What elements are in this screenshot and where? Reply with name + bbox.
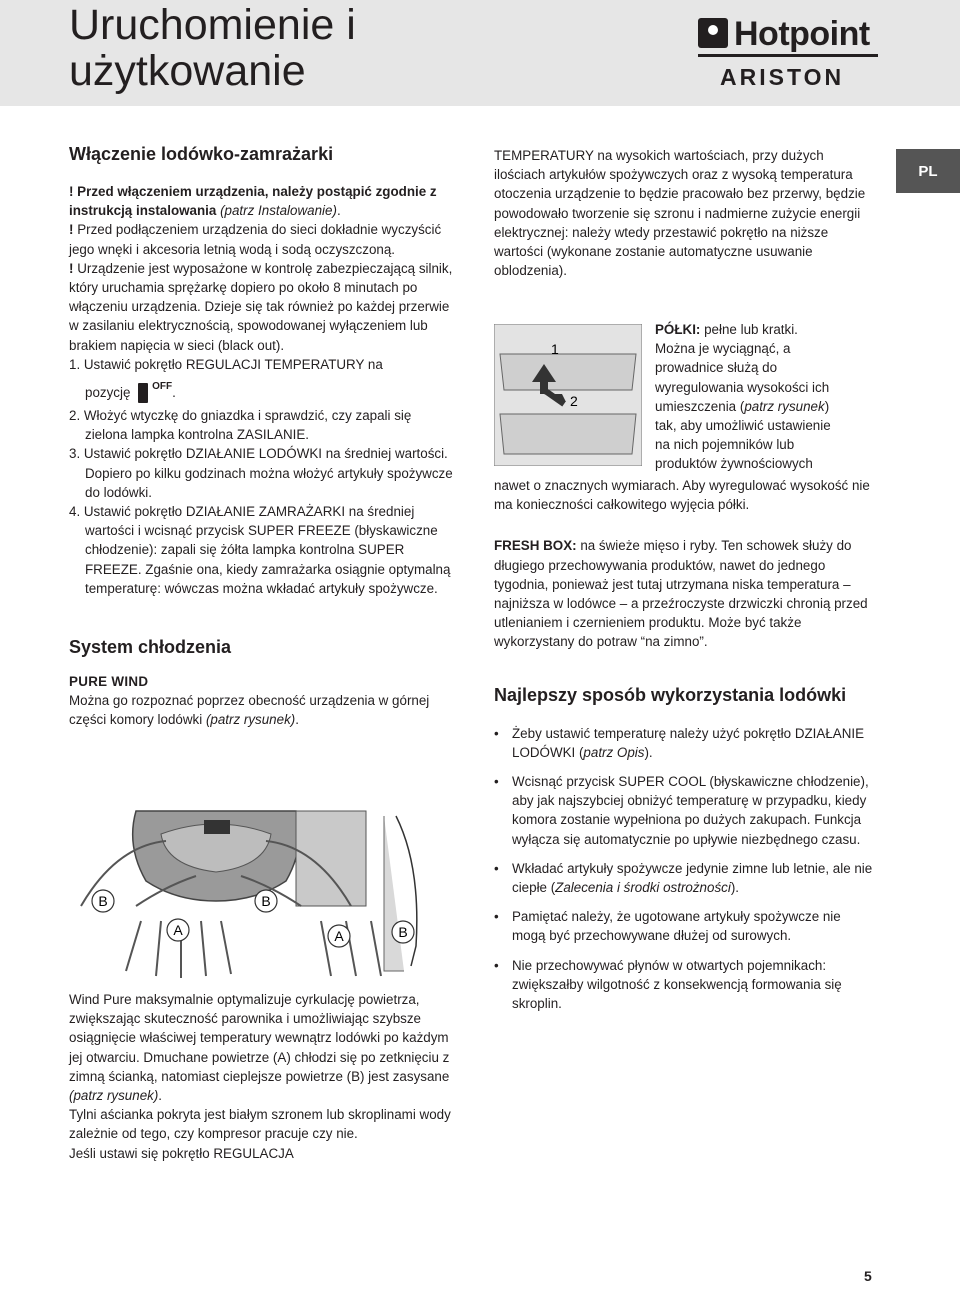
label-a-left-text: A xyxy=(173,922,183,938)
shelf-line-1-text: pełne lub kratki. xyxy=(700,322,798,337)
pure-wind-body: Można go rozpoznać poprzez obecność urządzenia w górnej części komory lodówki xyxy=(69,693,430,728)
shelf-line-8: produktów żywnościowych xyxy=(655,456,813,472)
wind-pure-body: Wind Pure maksymalnie optymalizuje cyrkulację powietrza, zwiększając skuteczność parownika i umożliwiając szybsze osiągnięcie właściwej temperatury wewnątrz lodówki po każdym jej otwarciu. Dmuchane powietrze (A) chłodzi się po zetknięciu z zimną ścianką, natomiast cieplejsze powietrze (B) jest zasysane xyxy=(69,992,450,1084)
section-title-best-use: Najlepszy sposób wykorzystania lodówki xyxy=(494,684,847,705)
shelf-figure xyxy=(494,324,642,466)
best-use-list xyxy=(494,724,876,1014)
label-b-left-text: B xyxy=(98,893,108,909)
step-1-text: 1. Ustawić pokrętło REGULACJI TEMPERATURY na xyxy=(69,356,383,372)
p1-end: . xyxy=(336,203,341,219)
back-wall-paragraph: Tylni aścianka pokryta jest białym szronem lub skroplinami wody zależnie od tego, czy kompresor pracuje czy nie. xyxy=(69,1107,451,1142)
warning-3-text: Urządzenie jest wyposażone w kontrolę zabezpieczającą silnik, który uruchamia sprężarkę dopiero po około 8 minutach po włączeniu urządzenia. Dzieje się tak również po każdej przerwie w zasilaniu elektrycznością, spowodowanej wyłączeniem lub brakiem napięcia w sieci (black out). xyxy=(69,260,453,353)
ref-precautions: Zalecenia i środki ostrożności xyxy=(555,880,731,896)
shelf-line-5 xyxy=(655,397,895,416)
ref-figure-1: (patrz rysunek) xyxy=(205,712,296,728)
paragraph-warning-2 xyxy=(69,220,457,258)
step-2: 2. Włożyć wtyczkę do gniazdka i sprawdzić, czy zapali się zielona lampka kontrolna ZASILANIE. xyxy=(69,408,412,443)
page-title xyxy=(69,2,356,94)
warning-1-text: ! Przed włączeniem urządzenia, należy postąpić zgodnie z instrukcją instalowania xyxy=(69,184,437,219)
pure-wind-text xyxy=(69,691,457,729)
regulation-paragraph: Jeśli ustawi się pokrętło REGULACJA xyxy=(69,1145,294,1161)
shelf-line-4: wyregulowania wysokości ich xyxy=(655,379,830,395)
bullet-1-end: ). xyxy=(644,744,653,760)
pure-wind-end: . xyxy=(295,712,299,728)
off-label: OFF xyxy=(152,381,173,393)
label-a-right-text: A xyxy=(334,928,344,944)
step-1-position xyxy=(69,374,457,406)
shelf-line-5a: umieszczenia ( xyxy=(655,398,745,414)
section-title-cooling: System chłodzenia xyxy=(69,637,232,658)
list-item xyxy=(494,859,876,897)
ref-figure-3: patrz rysunek xyxy=(744,398,825,414)
pure-wind-figure xyxy=(66,806,456,986)
shelf-line-5b: ) xyxy=(824,398,830,414)
fresh-box-paragraph xyxy=(494,536,876,651)
fresh-box-heading: FRESH BOX: xyxy=(494,538,577,554)
bullet-3-text: Wkładać artykuły spożywcze jedynie zimne lub letnie, ale nie ciepłe ( xyxy=(512,860,873,896)
bang-2: ! xyxy=(69,222,74,238)
fan-knob-icon xyxy=(204,820,230,834)
shelf-heading: PÓŁKI: xyxy=(655,322,701,337)
wind-pure-paragraph xyxy=(69,990,457,1105)
temperature-paragraph: TEMPERATURY na wysokich wartościach, przy dużych ilościach artykułów spożywczych oraz z wysoką temperatura otoczenia urządzenie to będzie pracowało bez przerwy, będzie powodowało tworzenie się szronu i nadmierne zużycie energii elektrycznej: należy wtedy przestawić pokrętło na niższe wartości (wykonane zostanie automatyczne usuwanie oblodzenia). xyxy=(494,148,866,279)
fresh-box-text: na świeże mięso i ryby. Ten schowek służy do długiego przechowywania produktów, nawet do jednego tygodnia, ponieważ jest tutaj utrzymana niska temperatura – najniższa w lodówce – a przeźroczyste drzwiczki chronią przed utlenianiem i czernieniem produktu. Może być także wykorzystany do potraw “na zimno”. xyxy=(494,538,868,650)
step-1-end: . xyxy=(172,385,176,401)
step-3: 3. Ustawić pokrętło DZIAŁANIE LODÓWKI na średniej wartości. Dopiero po kilku godzinach można włożyć artykuły spożywcze do lodówki. xyxy=(69,446,453,500)
ref-description: patrz Opis xyxy=(583,744,645,760)
bang-3: ! xyxy=(69,260,74,276)
section-title-switch-on: Włączenie lodówko-zamrażarki xyxy=(69,144,334,164)
page-number: 5 xyxy=(864,1268,872,1284)
paragraph-warning-1 xyxy=(69,182,457,220)
label-b-mid-text: B xyxy=(261,893,271,909)
fig-number-2: 2 xyxy=(570,393,578,409)
step-1 xyxy=(69,355,457,374)
list-item: • Pamiętać należy, że ugotowane artykuły spożywcze nie mogą być przechowywane dłużej od surowych. xyxy=(494,907,876,945)
ref-figure-2: (patrz rysunek) xyxy=(69,1088,159,1104)
shelf-text-narrow xyxy=(655,320,895,474)
logo-sub: ARISTON xyxy=(720,64,845,90)
shelf-rest: nawet o znacznych wymiarach. Aby wyregulować wysokość nie ma konieczności całkowitego wyjęcia półki. xyxy=(494,478,870,513)
upper-shelf xyxy=(500,354,636,390)
shelf-line-7: na nich pojemników lub xyxy=(655,437,795,453)
shelf-line-3: prowadnice służą do xyxy=(655,360,778,376)
step-4: 4. Ustawić pokrętło DZIAŁANIE ZAMRAŻARKI na średniej wartości i wcisnąć przycisk SUPER FREEZE (błyskawiczne chłodzenie): zapali się żółta lampka kontrolna SUPER FREEZE. Zgaśnie ona, kiedy zamrażarka osiągnie optymalną temperaturę: wówczas można wkładać artykuły spożywcze. xyxy=(69,504,451,596)
shelf-line-1 xyxy=(655,320,895,339)
right-column-lower xyxy=(494,476,876,1023)
label-b-right-text: B xyxy=(398,924,408,940)
list-item: • Wcisnąć przycisk SUPER COOL (błyskawiczne chłodzenie), aby jak najszybciej obniżyć temperaturę w przypadku, kiedy komora zostanie wypełniona po dużych zakupach. Funkcja wyłącza się automatycznie po upływie niezbędnego czasu. xyxy=(494,772,876,849)
wind-pure-text-block xyxy=(69,990,457,1163)
title-line-2: użytkowanie xyxy=(69,47,306,95)
knob-icon xyxy=(138,383,148,403)
fan-side-panel xyxy=(296,811,366,906)
right-column-top xyxy=(494,146,876,280)
bullet-1-text: Żeby ustawić temperaturę należy użyć pokrętło DZIAŁANIE LODÓWKI ( xyxy=(512,725,865,760)
warning-2-text: Przed podłączeniem urządzenia do sieci dokładnie wyczyścić jego wnęki i akcesoria letnią wodą i sodą oczyszczoną. xyxy=(69,222,442,257)
bullet-3-end: ). xyxy=(730,880,740,896)
list-item: • Nie przechowywać płynów w otwartych pojemnikach: zwiększałby wilgotność z konsekwencją formowania się skroplin. xyxy=(494,956,876,1014)
shelf-line-6: tak, aby umożliwić ustawienie xyxy=(655,418,831,434)
ref-installation: (patrz Instalowanie) xyxy=(220,203,337,219)
logo-divider xyxy=(698,54,878,57)
fig-number-1: 1 xyxy=(551,341,559,357)
header-band xyxy=(0,0,960,106)
logo-square-icon xyxy=(698,18,728,48)
logo-brand: Hotpoint xyxy=(734,15,870,53)
list-item xyxy=(494,724,876,762)
pure-wind-heading: PURE WIND xyxy=(69,674,149,690)
lower-shelf xyxy=(500,414,636,454)
shelf-line-2: Można je wyciągnąć, a xyxy=(655,341,791,357)
language-tab: PL xyxy=(896,149,960,193)
left-column xyxy=(69,143,457,730)
wind-pure-end: . xyxy=(158,1088,163,1104)
step-1-position-text: pozycję xyxy=(85,385,131,401)
brand-logo xyxy=(698,14,878,92)
paragraph-warning-3 xyxy=(69,259,457,355)
title-line-1: Uruchomienie i xyxy=(69,1,356,49)
